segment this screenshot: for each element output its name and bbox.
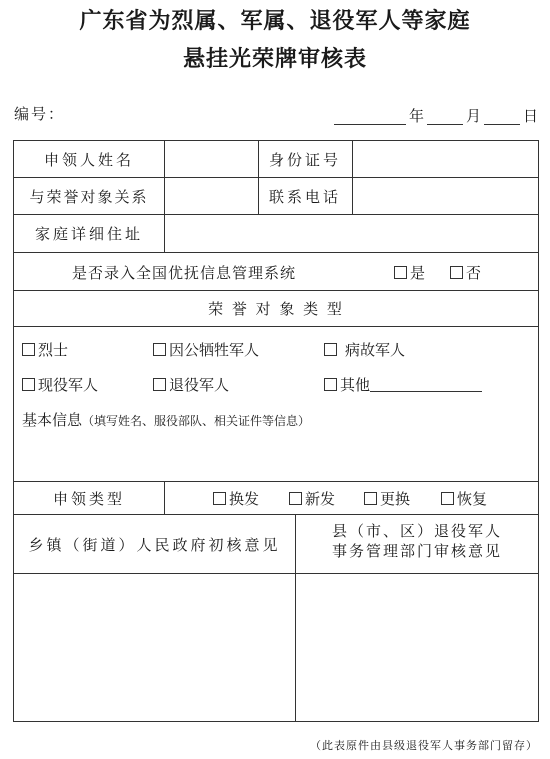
applicant-name-field[interactable]	[165, 141, 258, 177]
checkbox-icon	[289, 492, 302, 505]
apply-replace[interactable]: 换发	[213, 488, 259, 509]
serial-row	[14, 103, 538, 125]
checkbox-icon	[213, 492, 226, 505]
option-yes[interactable]: 是	[394, 262, 425, 283]
basic-info: 基本信息（填写姓名、服役部队、相关证件等信息）	[22, 411, 311, 429]
day-blank[interactable]	[484, 109, 520, 125]
county-opinion-label: 县（市、区）退役军人 事务管理部门审核意见	[331, 522, 502, 560]
county-opinion-field[interactable]	[296, 574, 538, 722]
other-blank[interactable]	[370, 378, 482, 392]
page-subtitle: 悬挂光荣牌审核表	[182, 46, 367, 72]
type-other[interactable]: 其他	[324, 374, 482, 395]
apply-type-label: 申领类型	[52, 489, 125, 508]
checkbox-icon	[394, 266, 407, 279]
year-blank[interactable]	[334, 109, 406, 125]
audit-form	[13, 140, 539, 722]
serial-label: 编号：	[14, 105, 66, 123]
footer-note: （此表原件由县级退役军人事务部门留存）	[310, 739, 538, 752]
checkbox-icon	[364, 492, 377, 505]
day-label: 日	[522, 107, 538, 125]
month-blank[interactable]	[427, 109, 463, 125]
type-active[interactable]: 现役军人	[22, 374, 98, 395]
type-died-on-duty[interactable]: 因公牺牲军人	[153, 339, 259, 360]
address-field[interactable]	[165, 215, 538, 252]
applicant-name-label: 申领人姓名	[43, 150, 134, 169]
town-opinion-field[interactable]	[14, 574, 295, 722]
apply-new[interactable]: 新发	[289, 488, 335, 509]
date-field	[331, 103, 538, 125]
relation-field[interactable]	[165, 178, 258, 214]
apply-restore[interactable]: 恢复	[441, 488, 487, 509]
type-veteran[interactable]: 退役军人	[153, 374, 229, 395]
checkbox-icon	[22, 343, 35, 356]
id-number-field[interactable]	[353, 141, 538, 177]
checkbox-icon	[324, 378, 337, 391]
system-question: 是否录入全国优抚信息管理系统	[72, 264, 297, 282]
basic-info-field[interactable]	[22, 431, 530, 477]
checkbox-icon	[450, 266, 463, 279]
town-opinion-label: 乡镇（街道）人民政府初核意见	[28, 535, 281, 554]
apply-change[interactable]: 更换	[364, 488, 410, 509]
checkbox-icon	[22, 378, 35, 391]
option-no[interactable]: 否	[450, 262, 481, 283]
id-number-label: 身份证号	[268, 150, 341, 169]
checkbox-icon	[153, 378, 166, 391]
checkbox-icon	[153, 343, 166, 356]
type-martyr[interactable]: 烈士	[22, 339, 68, 360]
checkbox-icon	[324, 343, 337, 356]
checkbox-icon	[441, 492, 454, 505]
phone-label: 联系电话	[268, 187, 341, 206]
year-label: 年	[408, 107, 424, 125]
page-title: 广东省为烈属、军属、退役军人等家庭	[79, 8, 471, 34]
address-label: 家庭详细住址	[34, 225, 143, 243]
relation-label: 与荣誉对象关系	[29, 187, 149, 206]
phone-field[interactable]	[353, 178, 538, 214]
type-died-of-illness[interactable]: 病故军人	[324, 339, 405, 360]
honor-type-header: 荣 誉 对 象 类 型	[208, 300, 344, 318]
month-label: 月	[465, 107, 481, 125]
